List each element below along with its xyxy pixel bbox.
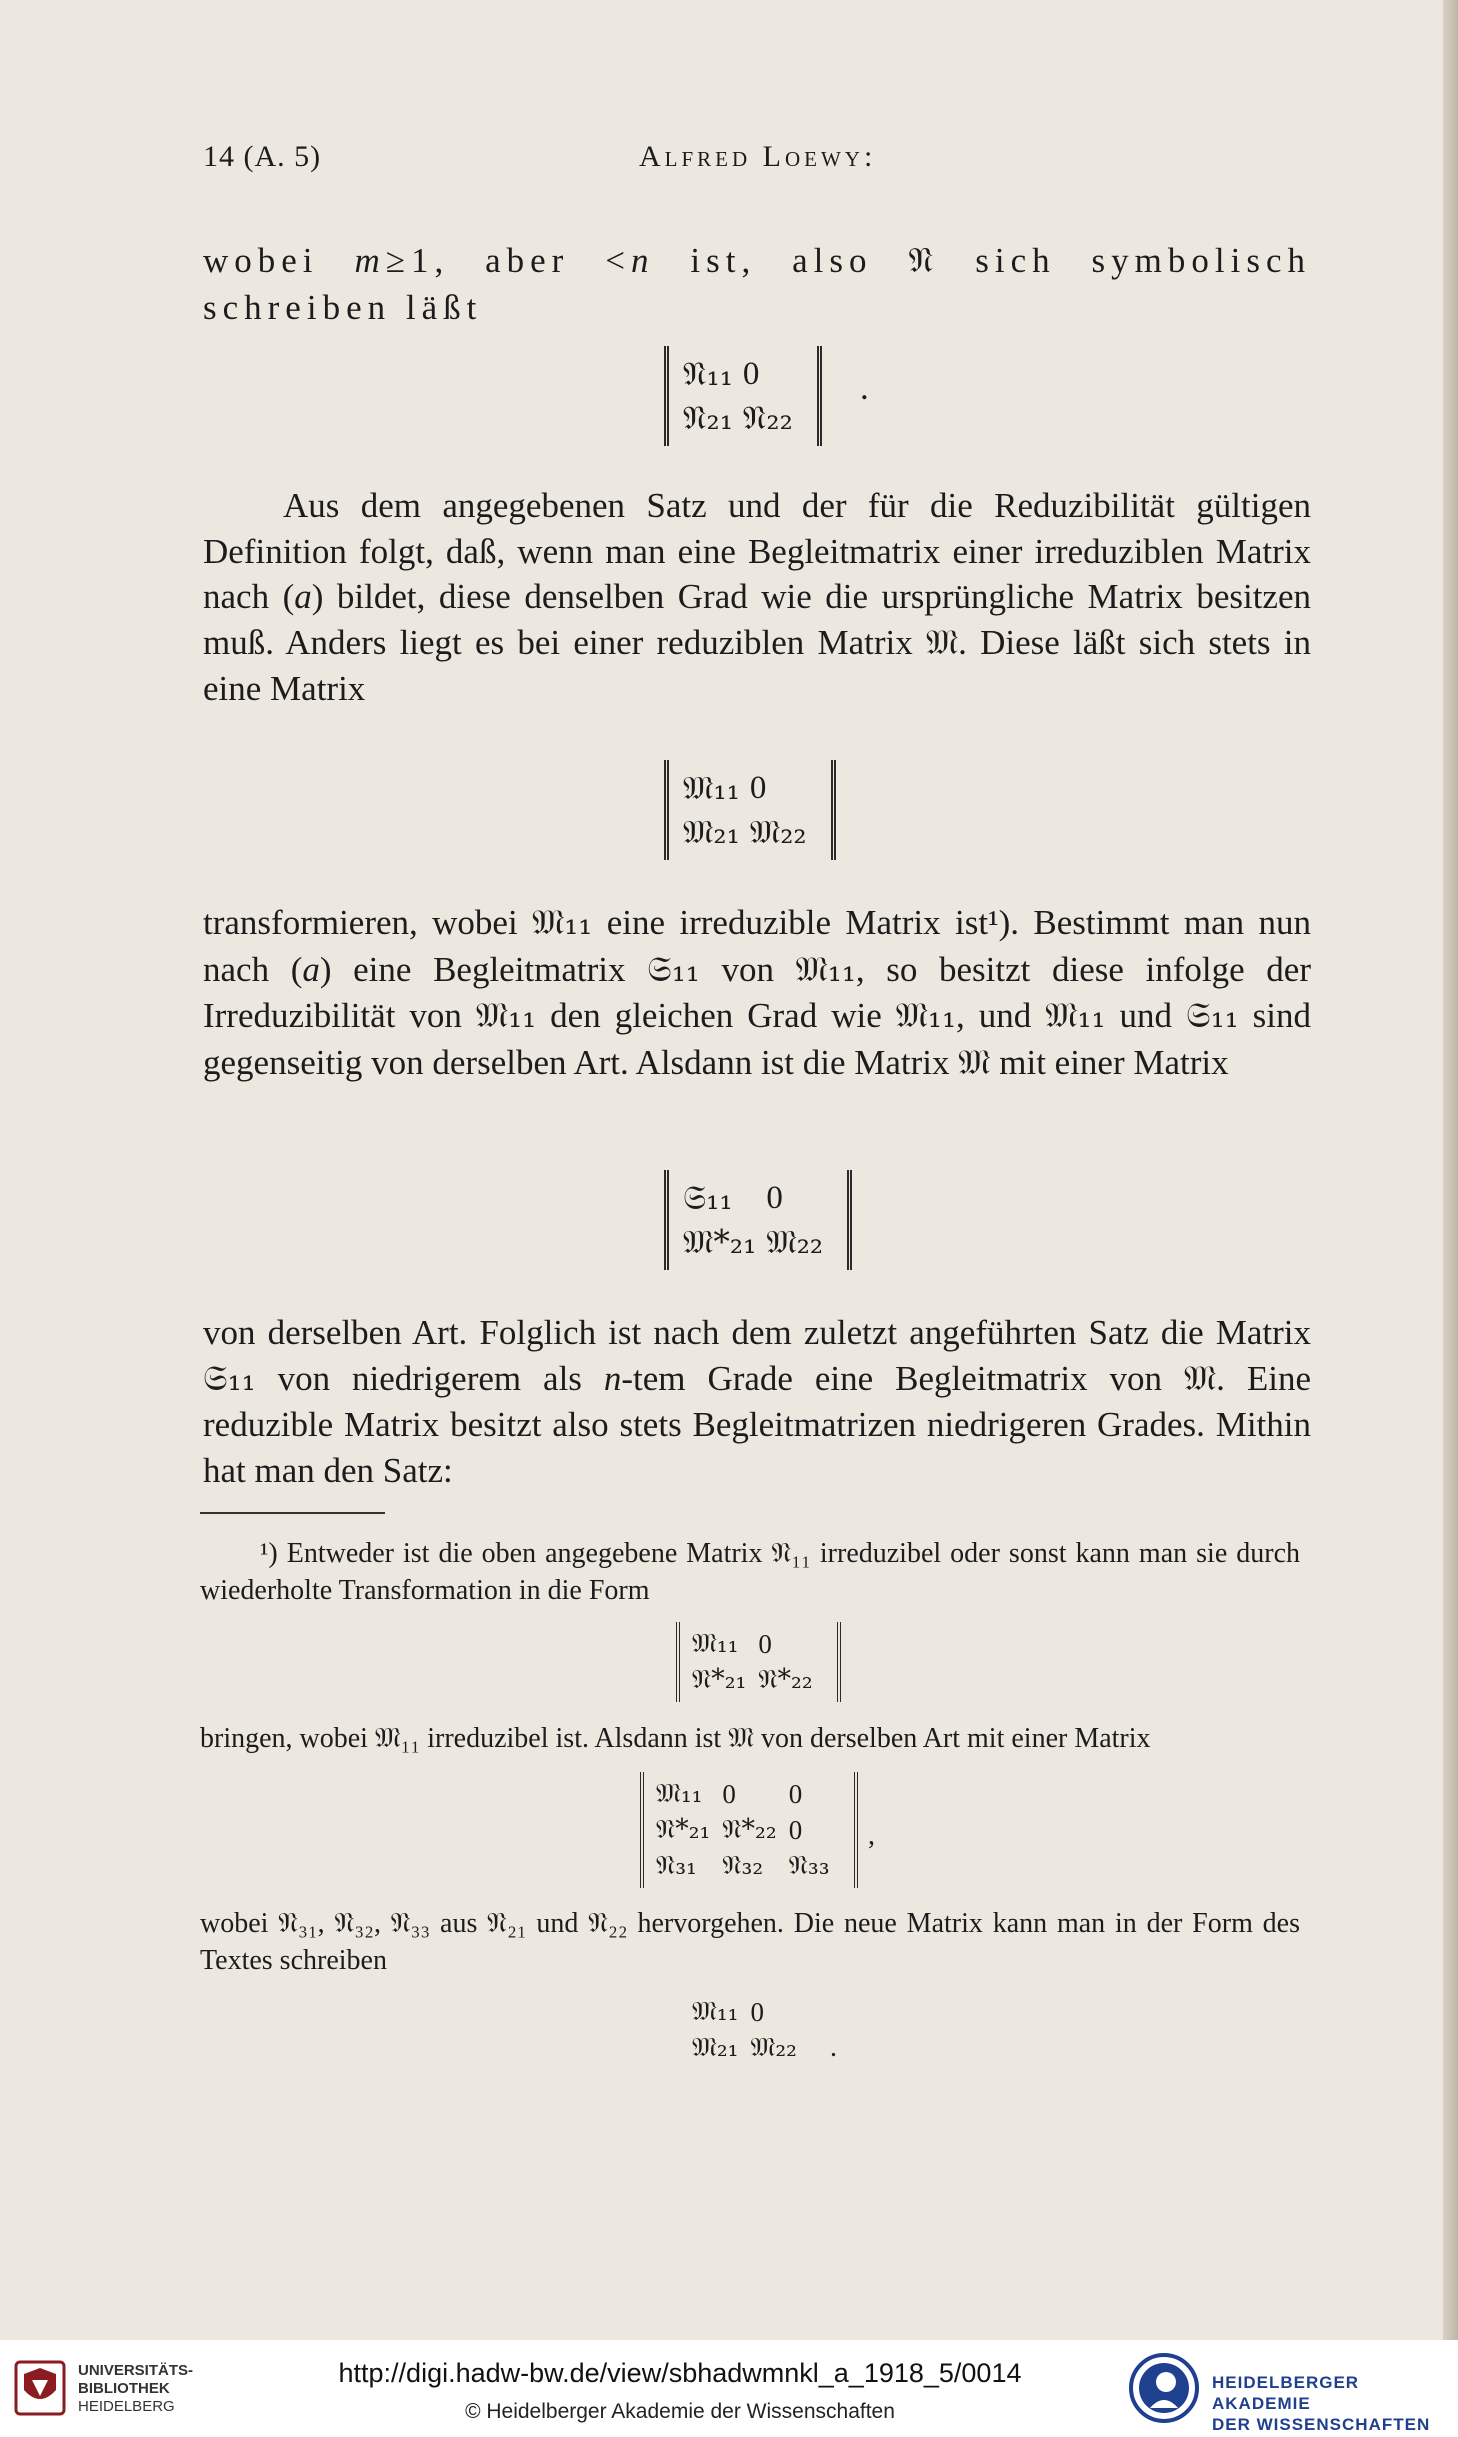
p1-text-4: sich symbolisch schreiben läßt bbox=[203, 241, 1311, 327]
fm3-punct: . bbox=[830, 2032, 837, 2063]
p3-text-6: den gleichen Grad wie bbox=[536, 996, 896, 1035]
footnote-2 bbox=[200, 1720, 1300, 1757]
copyright-notice: © Heidelberger Akademie der Wissenschaften bbox=[465, 2400, 895, 2423]
p4-symbol-M: 𝔐 bbox=[1183, 1358, 1217, 1399]
library-name-line-1: UNIVERSITÄTS- bbox=[78, 2362, 194, 2379]
matrix-2-a12: 0 bbox=[749, 770, 767, 806]
p3-S11-a: 𝔖₁₁ bbox=[647, 949, 700, 990]
matrix-2-a11: 𝔐₁₁ bbox=[683, 768, 740, 807]
permalink-url[interactable]: http://digi.hadw-bw.de/view/sbhadwmnkl_a_1918_5/0014 bbox=[338, 2358, 1022, 2388]
p3-M11-c: 𝔐₁₁ bbox=[475, 996, 537, 1036]
matrix-1-a21: 𝔑₂₁ bbox=[683, 398, 733, 437]
p4-text-1: von derselben Art. Folglich ist nach dem zuletzt angeführten Satz die Matrix bbox=[203, 1313, 1311, 1352]
fm2-a13: 0 bbox=[788, 1779, 803, 1809]
p3-M11-b: 𝔐₁₁ bbox=[795, 949, 856, 990]
fm2-a32: 𝔑₃₂ bbox=[722, 1850, 764, 1881]
p3-M11-a: 𝔐₁₁ bbox=[532, 903, 593, 943]
university-library-logo[interactable] bbox=[14, 2358, 204, 2420]
fm2-a22: 𝔑*₂₂ bbox=[722, 1814, 777, 1845]
paragraph-4 bbox=[203, 1310, 1311, 1493]
fm3-a12: 0 bbox=[750, 1997, 764, 2027]
p3-var-a: a bbox=[302, 949, 320, 989]
fm3-a21: 𝔐₂₁ bbox=[692, 2032, 739, 2063]
p1-var-m: m bbox=[354, 241, 386, 280]
p3-M11-d: 𝔐₁₁ bbox=[895, 996, 956, 1036]
paragraph-3 bbox=[203, 900, 1311, 1086]
page-number: 14 (A. 5) bbox=[203, 140, 322, 173]
p4-var-n: n bbox=[603, 1358, 622, 1398]
paragraph-2 bbox=[203, 483, 1311, 712]
matrix-1-punct: . bbox=[860, 368, 869, 407]
fm1-a22: 𝔑*₂₂ bbox=[758, 1664, 813, 1695]
p3-text-9: sind gegenseitig von derselben Art. Alsdann ist die Matrix bbox=[203, 996, 1311, 1082]
matrix-3 bbox=[664, 1170, 852, 1270]
fm1-a21: 𝔑*₂₁ bbox=[692, 1664, 747, 1695]
p1-text-2: ≥1, aber < bbox=[385, 241, 631, 280]
matrix-2-a22: 𝔐₂₂ bbox=[749, 812, 807, 851]
library-shield-icon bbox=[14, 2360, 66, 2416]
fm2-punct: , bbox=[868, 1820, 875, 1851]
footnote-1 bbox=[200, 1535, 1300, 1609]
footnote-matrix-2 bbox=[640, 1772, 858, 1888]
academy-logo[interactable] bbox=[1128, 2352, 1448, 2434]
p4-text-2: von niedrigerem als bbox=[255, 1358, 604, 1398]
fm2-a11: 𝔐₁₁ bbox=[656, 1778, 703, 1809]
academy-seal-icon bbox=[1128, 2352, 1200, 2424]
fm1-a12: 0 bbox=[758, 1629, 772, 1659]
p4-S11: 𝔖₁₁ bbox=[203, 1358, 256, 1399]
p3-M11-e: 𝔐₁₁ bbox=[1045, 996, 1106, 1036]
academy-name-line-2: DER WISSENSCHAFTEN bbox=[1212, 2415, 1431, 2434]
footnote-3 bbox=[200, 1905, 1300, 1979]
fm1-a11: 𝔐₁₁ bbox=[692, 1628, 739, 1659]
p2-text-3: . Diese läßt sich stets in eine Matrix bbox=[203, 622, 1311, 708]
p3-text-3: ) eine Begleitmatrix bbox=[319, 949, 648, 989]
p3-text-7: , und bbox=[956, 996, 1046, 1035]
matrix-1-a22: 𝔑₂₂ bbox=[742, 398, 793, 437]
fm2-a31: 𝔑₃₁ bbox=[656, 1850, 697, 1881]
footnote-matrix-3 bbox=[676, 1990, 825, 2070]
matrix-1-a11: 𝔑₁₁ bbox=[683, 354, 733, 393]
p3-text-5: , so besitzt diese infolge der Irreduzibilität von bbox=[203, 949, 1312, 1035]
footnote-text-2: bringen, wobei 𝔐₁₁ irreduzibel ist. Alsdann ist 𝔐 von derselben Art mit einer Matrix bbox=[200, 1723, 1151, 1754]
fm3-a22: 𝔐₂₂ bbox=[750, 2032, 797, 2063]
matrix-3-a12: 0 bbox=[766, 1180, 783, 1216]
library-name-line-2: BIBLIOTHEK bbox=[78, 2380, 170, 2397]
page-edge bbox=[1443, 0, 1458, 2340]
matrix-2-a21: 𝔐₂₁ bbox=[683, 812, 740, 851]
matrix-1 bbox=[664, 346, 822, 446]
p2-var-a: a bbox=[294, 577, 312, 616]
footnote-text-1: ¹) Entweder ist die oben angegebene Matrix 𝔑₁₁ irreduzibel oder sonst kann man sie durch wiederholte Transformation in die Form bbox=[200, 1538, 1300, 1606]
p3-symbol-M: 𝔐 bbox=[958, 1042, 991, 1083]
paragraph-1 bbox=[203, 238, 1311, 330]
p3-text-4: von bbox=[699, 949, 796, 989]
p3-text-8: und bbox=[1105, 996, 1187, 1035]
footnote-rule bbox=[200, 1512, 385, 1514]
library-name-line-3: HEIDELBERG bbox=[78, 2398, 175, 2415]
fm3-a11: 𝔐₁₁ bbox=[692, 1996, 739, 2027]
footnote-matrix-1 bbox=[676, 1622, 841, 1702]
p3-text-2: eine irreduzible Matrix ist¹). Bestimmt man nun nach ( bbox=[203, 903, 1311, 989]
matrix-1-a12: 0 bbox=[742, 356, 760, 392]
p3-text-10: mit einer Matrix bbox=[990, 1042, 1229, 1082]
fm2-a21: 𝔑*₂₁ bbox=[656, 1814, 711, 1845]
p2-text-1: Aus dem angegebenen Satz und der für die Reduzibilität gültigen Definition folgt, daß, wenn man eine Begleitmatrix einer irreduziblen Matrix nach ( bbox=[203, 486, 1311, 616]
p1-text-1: wobei bbox=[203, 241, 355, 280]
matrix-3-a22: 𝔐₂₂ bbox=[766, 1222, 824, 1261]
academy-name-line-1: HEIDELBERGER AKADEMIE bbox=[1212, 2373, 1360, 2413]
p4-text-4: . Eine reduzible Matrix besitzt also stets Begleitmatrizen niedrigeren Grades. Mithin hat man den Satz: bbox=[203, 1358, 1312, 1490]
fm2-a33: 𝔑₃₃ bbox=[788, 1850, 830, 1881]
footer-bar bbox=[0, 2340, 1458, 2437]
p1-symbol-R: 𝔑 bbox=[908, 241, 940, 281]
fm2-a23: 0 bbox=[788, 1815, 803, 1845]
p4-text-3: -tem Grade eine Begleitmatrix von bbox=[621, 1358, 1184, 1398]
matrix-3-a21: 𝔐*₂₁ bbox=[683, 1222, 757, 1261]
footnote-text-3: wobei 𝔑₃₁, 𝔑₃₂, 𝔑₃₃ aus 𝔑₂₁ und 𝔑₂₂ hervorgehen. Die neue Matrix kann man in der Form des Textes schreiben bbox=[200, 1908, 1300, 1976]
matrix-2 bbox=[664, 760, 836, 860]
fm2-a12: 0 bbox=[722, 1779, 736, 1809]
running-author: Alfred Loewy: bbox=[639, 140, 877, 173]
p3-text-1: transformieren, wobei bbox=[203, 903, 533, 942]
matrix-3-a11: 𝔖₁₁ bbox=[683, 1178, 733, 1217]
p2-text-2: ) bildet, diese denselben Grad wie die ursprüngliche Matrix besitzen muß. Anders liegt es bei einer reduziblen Matrix bbox=[203, 577, 1311, 662]
p1-var-n: n bbox=[631, 241, 655, 280]
p2-symbol-M: 𝔐 bbox=[925, 622, 959, 663]
p3-S11-b: 𝔖₁₁ bbox=[1186, 996, 1239, 1036]
p1-text-3: ist, also bbox=[654, 241, 909, 280]
running-header bbox=[203, 140, 1313, 180]
